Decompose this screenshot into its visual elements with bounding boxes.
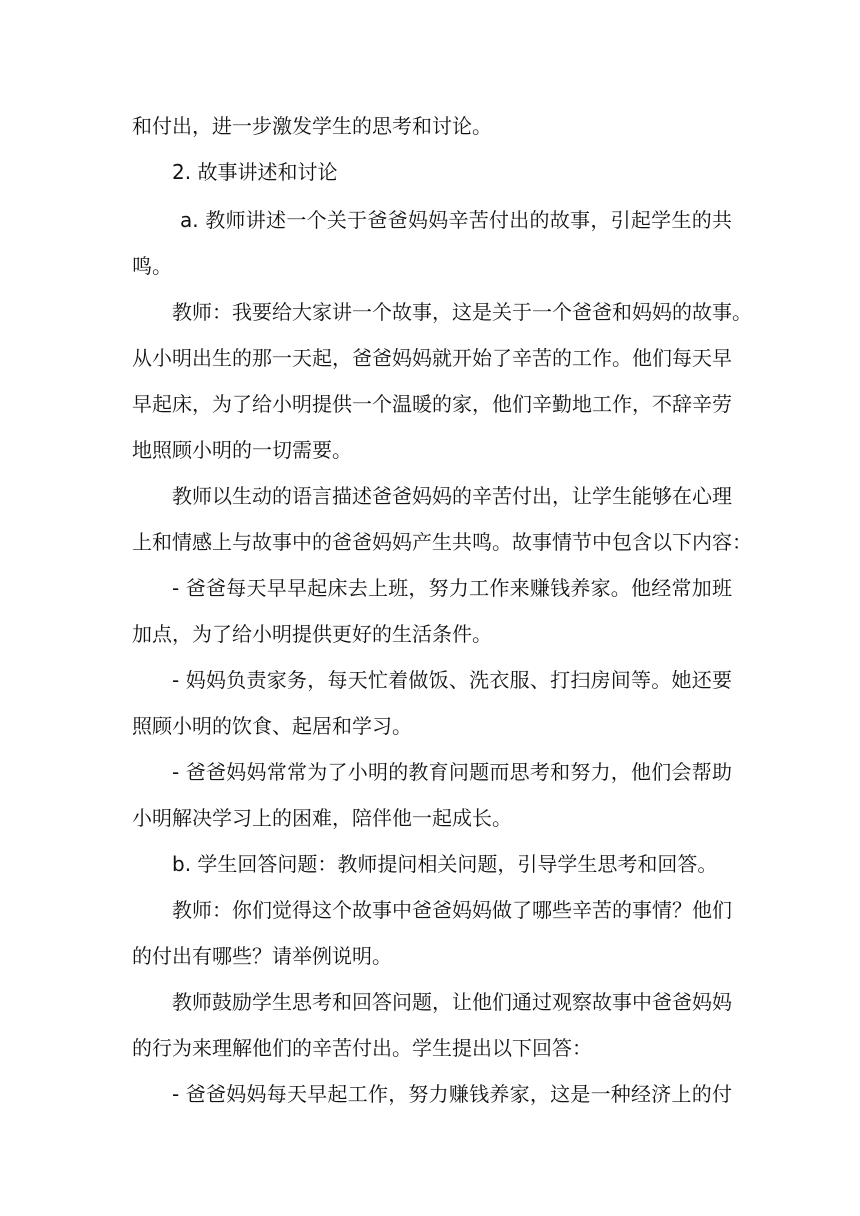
text-line: 从小明出生的那一天起，爸爸妈妈就开始了辛苦的工作。他们每天早 <box>132 346 732 370</box>
list-item: - 妈妈负责家务，每天忙着做饭、洗衣服、打扫房间等。她还要 <box>172 668 732 692</box>
text-line: 上和情感上与故事中的爸爸妈妈产生共鸣。故事情节中包含以下内容： <box>132 530 752 554</box>
text-line: 的行为来理解他们的辛苦付出。学生提出以下回答： <box>132 1036 592 1060</box>
text-line: 教师：我要给大家讲一个故事，这是关于一个爸爸和妈妈的故事。 <box>172 300 752 324</box>
text-line: 照顾小明的饮食、起居和学习。 <box>132 714 412 738</box>
list-item: - 爸爸每天早早起床去上班，努力工作来赚钱养家。他经常加班 <box>172 576 732 600</box>
text-line: 早起床，为了给小明提供一个温暖的家，他们辛勤地工作，不辞辛劳 <box>132 392 732 416</box>
list-item: - 爸爸妈妈常常为了小明的教育问题而思考和努力，他们会帮助 <box>172 760 732 784</box>
text-line: 的付出有哪些？请举例说明。 <box>132 944 392 968</box>
text-line: 教师：你们觉得这个故事中爸爸妈妈做了哪些辛苦的事情？他们 <box>172 898 732 922</box>
text-line: 地照顾小明的一切需要。 <box>132 438 352 462</box>
text-line: 加点，为了给小明提供更好的生活条件。 <box>132 622 492 646</box>
list-item: - 爸爸妈妈每天早起工作，努力赚钱养家，这是一种经济上的付 <box>172 1082 732 1106</box>
text-line: a. 教师讲述一个关于爸爸妈妈辛苦付出的故事，引起学生的共 <box>180 208 732 232</box>
text-line: 教师以生动的语言描述爸爸妈妈的辛苦付出，让学生能够在心理 <box>172 484 732 508</box>
text-line: 教师鼓励学生思考和回答问题，让他们通过观察故事中爸爸妈妈 <box>172 990 732 1014</box>
section-heading: 2. 故事讲述和讨论 <box>172 160 338 184</box>
text-line: 鸣。 <box>132 254 172 278</box>
text-line: b. 学生回答问题：教师提问相关问题，引导学生思考和回答。 <box>172 852 718 876</box>
text-line: 小明解决学习上的困难，陪伴他一起成长。 <box>132 806 512 830</box>
text-line: 和付出，进一步激发学生的思考和讨论。 <box>132 114 492 138</box>
